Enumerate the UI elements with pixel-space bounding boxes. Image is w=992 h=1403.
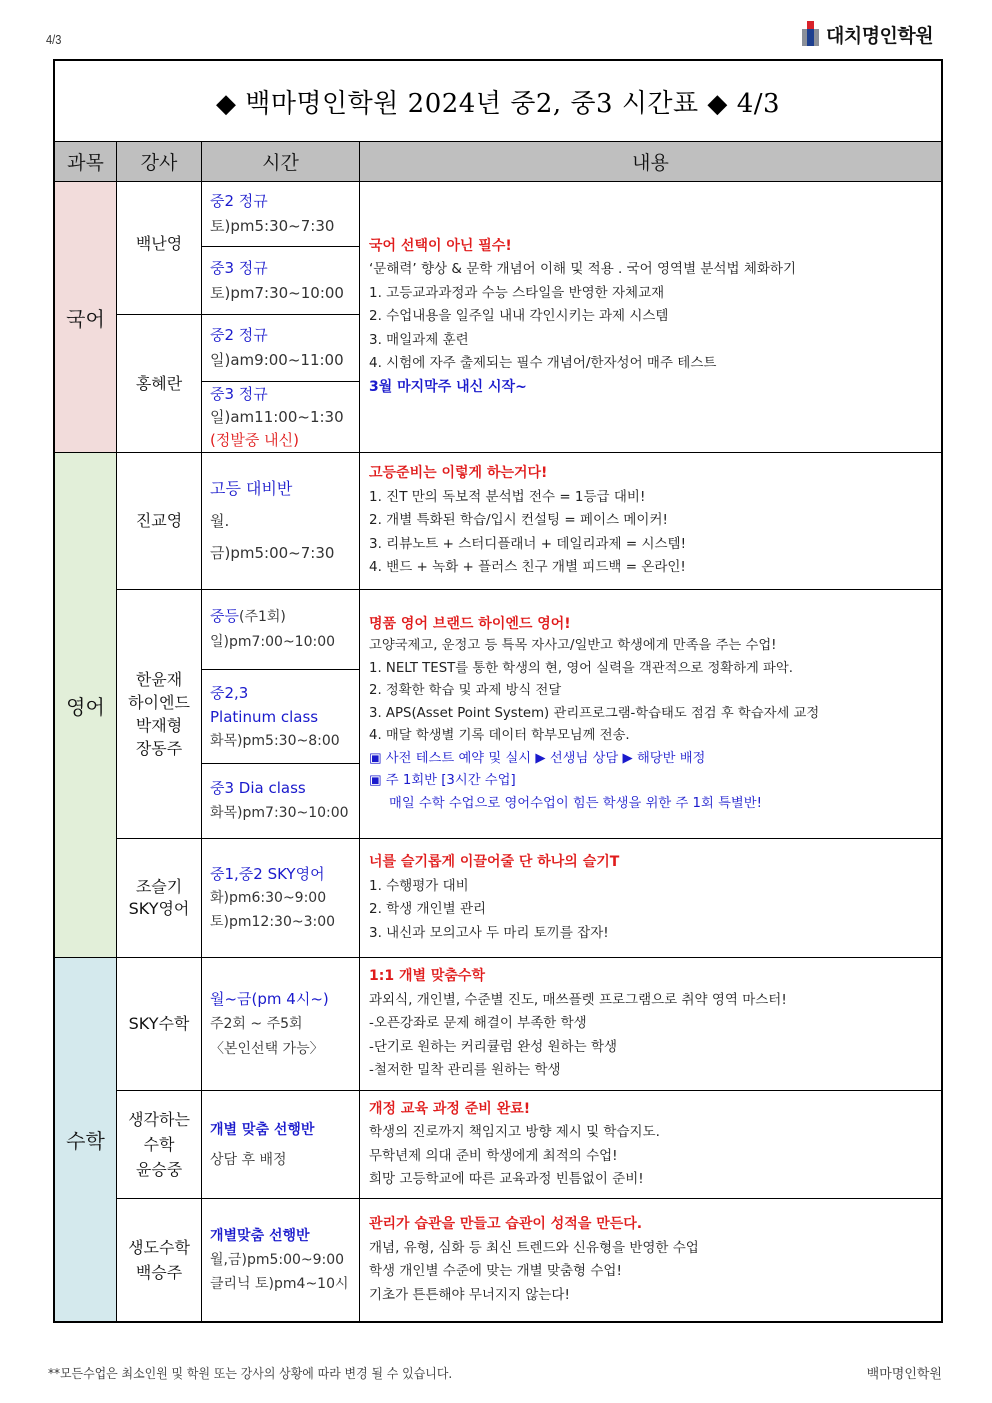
academy-logo bbox=[801, 21, 933, 48]
class-time: 일)am11:00~1:30 bbox=[210, 407, 344, 426]
class-name: 중3 정규 bbox=[210, 384, 268, 403]
content-line: 과외식, 개인별, 수준별 진도, 매쓰플렛 프로그램으로 취약 영역 마스터! bbox=[369, 991, 787, 1008]
time-slot bbox=[202, 382, 360, 453]
header-time: 시간 bbox=[202, 142, 360, 182]
class-time: 월,금)pm5:00~9:00 bbox=[210, 1252, 345, 1268]
class-time: 상담 후 배정 bbox=[210, 1151, 287, 1168]
page-title: ◆ 백마명인학원 2024년 중2, 중3 시간표 ◆ 4/3 bbox=[215, 88, 781, 119]
content-line: 4. 매달 학생별 기록 데이터 학부모님께 전송. bbox=[369, 728, 630, 744]
teacher-cell bbox=[117, 315, 202, 453]
teacher-cell bbox=[117, 1199, 202, 1321]
content-line: 고양국제고, 운정고 등 특목 자사고/일반고 학생에게 만족을 주는 수업! bbox=[369, 638, 777, 654]
class-name-2: Platinum class bbox=[210, 707, 319, 726]
teacher-cell bbox=[117, 453, 202, 590]
teacher-name: SKY영어 bbox=[128, 899, 190, 918]
time-slot bbox=[202, 1199, 360, 1321]
content-line: 2. 개별 특화된 학습/입시 컨설팅 = 페이스 메이커! bbox=[369, 512, 668, 529]
teacher-name: 한윤재 bbox=[135, 670, 183, 689]
content-line: 2. 정확한 학습 및 과제 방식 전달 bbox=[369, 683, 562, 699]
class-time: 〈본인선택 가능〉 bbox=[210, 1040, 324, 1057]
class-name: 중등 bbox=[210, 607, 239, 625]
content-line: 3. 리뷰노트 + 스터디플래너 + 데일리과제 = 시스템! bbox=[369, 535, 687, 552]
time-slot bbox=[202, 1091, 360, 1199]
class-name: 고등 대비반 bbox=[210, 479, 293, 498]
page-number: 4/3 bbox=[46, 32, 62, 47]
time-slot bbox=[202, 764, 360, 839]
content-footer: 3월 마지막주 내신 시작~ bbox=[369, 378, 527, 395]
class-name: 월~금(pm 4시~) bbox=[210, 989, 329, 1008]
timetable bbox=[53, 59, 943, 1323]
content-line: 4. 시험에 자주 출제되는 필수 개념어/한자성어 매주 테스트 bbox=[369, 355, 717, 372]
content-line: -오픈강좌로 문제 해결이 부족한 학생 bbox=[369, 1015, 587, 1032]
teacher-cell bbox=[117, 958, 202, 1091]
content-cell bbox=[360, 590, 941, 839]
content-headline: 개정 교육 과정 준비 완료! bbox=[369, 1100, 531, 1117]
teacher-name: SKY수학 bbox=[128, 1014, 190, 1033]
header-content: 내용 bbox=[360, 142, 941, 182]
time-slot bbox=[202, 958, 360, 1091]
time-slot bbox=[202, 670, 360, 764]
footer-academy-name: 백마명인학원 bbox=[866, 1367, 942, 1382]
content-weekly-class-desc: 매일 수학 수업으로 영어수업이 힘든 학생을 위한 주 1회 특별반! bbox=[389, 795, 762, 811]
time-slot bbox=[202, 315, 360, 382]
content-headline: 관리가 습관을 만들고 습관이 성적을 만든다. bbox=[369, 1216, 643, 1232]
class-suffix: (주1회) bbox=[238, 609, 286, 625]
content-line: 1. 진T 만의 독보적 분석법 전수 = 1등급 대비! bbox=[369, 488, 646, 505]
content-line: 4. 밴드 + 녹화 + 플러스 친구 개별 피드백 = 온라인! bbox=[369, 559, 686, 576]
teacher-name: 홍혜란 bbox=[135, 373, 183, 393]
content-headline: 1:1 개별 맞춤수학 bbox=[369, 968, 485, 985]
teacher-cell bbox=[117, 1091, 202, 1199]
content-cell bbox=[360, 453, 941, 590]
class-time: 화목)pm5:30~8:00 bbox=[210, 732, 340, 749]
content-line: 3. 내신과 모의고사 두 마리 토끼를 잡자! bbox=[369, 924, 609, 941]
logo-text: 대치명인학원 bbox=[826, 25, 934, 47]
time-slot bbox=[202, 453, 360, 590]
teacher-name: 진교영 bbox=[135, 511, 183, 530]
header-subject: 과목 bbox=[55, 142, 117, 182]
class-name: 중3 Dia class bbox=[210, 779, 306, 797]
content-line: 3. 매일과제 훈련 bbox=[369, 331, 469, 348]
content-line: 1. 고등교과과정과 수능 스타일을 반영한 자체교재 bbox=[369, 284, 665, 301]
teacher-name: 윤승중 bbox=[135, 1160, 183, 1179]
content-cell bbox=[360, 839, 941, 958]
subject-korean: 국어 bbox=[55, 182, 117, 453]
teacher-name: 하이엔드 bbox=[128, 693, 190, 712]
subject-english: 영어 bbox=[55, 453, 117, 958]
content-weekly-class-line: ▣ 주 1회반 [3시간 수업] bbox=[369, 773, 516, 789]
class-name: 중1,중2 SKY영어 bbox=[210, 865, 325, 883]
teacher-name: 백승주 bbox=[135, 1263, 183, 1282]
content-cell bbox=[360, 1091, 941, 1199]
content-headline: 명품 영어 브랜드 하이엔드 영어! bbox=[369, 615, 571, 632]
content-line: 무학년제 의대 준비 학생에게 최적의 수업! bbox=[369, 1147, 618, 1164]
class-name: 개별맞춤 선행반 bbox=[210, 1228, 310, 1244]
content-line: 2. 수업내용을 일주일 내내 각인시키는 과제 시스템 bbox=[369, 308, 669, 325]
content-headline: 너를 슬기롭게 이끌어줄 단 하나의 슬기T bbox=[369, 854, 620, 870]
class-time: 토)pm12:30~3:00 bbox=[210, 914, 336, 930]
class-name: 중2 정규 bbox=[210, 192, 268, 210]
time-slot bbox=[202, 590, 360, 670]
class-name: 중3 정규 bbox=[210, 258, 268, 277]
teacher-cell bbox=[117, 590, 202, 839]
content-line: -철저한 밀착 관리를 원하는 학생 bbox=[369, 1062, 561, 1079]
class-time: 일)am9:00~11:00 bbox=[210, 351, 344, 369]
class-time: 클리닉 토)pm4~10시 bbox=[210, 1276, 349, 1292]
header-teacher: 강사 bbox=[117, 142, 202, 182]
academy-logo-icon bbox=[801, 21, 821, 48]
content-line: 희망 고등학교에 따른 교육과정 빈틈없이 준비! bbox=[369, 1171, 644, 1187]
content-line: 1. 수행평가 대비 bbox=[369, 877, 469, 894]
content-cell bbox=[360, 958, 941, 1091]
content-headline: 국어 선택이 아닌 필수! bbox=[369, 237, 512, 254]
content-line: 개념, 유형, 심화 등 최신 트렌드와 신유형을 반영한 수업 bbox=[369, 1239, 699, 1256]
teacher-cell bbox=[117, 182, 202, 315]
teacher-cell bbox=[117, 839, 202, 958]
content-headline: 고등준비는 이렇게 하는거다! bbox=[369, 465, 548, 482]
class-time: 일)pm7:00~10:00 bbox=[210, 634, 336, 650]
content-process-line: ▣ 사전 테스트 예약 및 실시 ▶ 선생님 상담 ▶ 해당반 배정 bbox=[369, 750, 706, 766]
class-note: (정발중 내신) bbox=[210, 430, 299, 449]
time-slot bbox=[202, 247, 360, 315]
disclaimer-note: **모든수업은 최소인원 및 학원 또는 강사의 상황에 따라 변경 될 수 있습니다. bbox=[48, 1367, 453, 1382]
teacher-name: 생각하는 bbox=[128, 1110, 190, 1129]
class-time: 월.금)pm5:00~7:30 bbox=[210, 512, 335, 562]
class-name: 중2 정규 bbox=[210, 326, 268, 344]
class-time: 화목)pm7:30~10:00 bbox=[210, 805, 349, 821]
content-line: 2. 학생 개인별 관리 bbox=[369, 901, 487, 917]
content-line: 학생 개인별 수준에 맞는 개별 맞춤형 수업! bbox=[369, 1263, 622, 1279]
class-name-wrap bbox=[210, 604, 351, 630]
timetable-title-row bbox=[55, 61, 941, 142]
teacher-name: 생도수학 bbox=[128, 1238, 190, 1257]
class-time: 토)pm7:30~10:00 bbox=[210, 283, 344, 302]
teacher-name: 조슬기 bbox=[135, 877, 183, 896]
class-time: 토)pm5:30~7:30 bbox=[210, 217, 335, 235]
content-cell bbox=[360, 1199, 941, 1321]
content-line: -단기로 원하는 커리큘럼 완성 원하는 학생 bbox=[369, 1038, 618, 1055]
subject-math: 수학 bbox=[55, 958, 117, 1321]
content-line: 3. APS(Asset Point System) 관리프로그램-학습태도 점검 후 학습자세 교정 bbox=[369, 705, 820, 721]
class-time: 화)pm6:30~9:00 bbox=[210, 890, 327, 906]
class-time: 주2회 ~ 주5회 bbox=[210, 1015, 303, 1032]
content-line: ‘문해력’ 향상 & 문학 개념어 이해 및 적용 . 국어 영역별 분석법 체화하기 bbox=[369, 261, 797, 278]
time-slot bbox=[202, 182, 360, 247]
class-name: 중2,3 bbox=[210, 683, 249, 702]
class-name: 개별 맞춤 선행반 bbox=[210, 1121, 315, 1138]
content-line: 기초가 튼튼해야 무너지지 않는다! bbox=[369, 1286, 570, 1303]
teacher-name: 장동주 bbox=[135, 739, 183, 758]
content-line: 1. NELT TEST를 통한 학생의 현, 영어 실력을 객관적으로 정확하게 파악. bbox=[369, 660, 793, 676]
teacher-name: 수학 bbox=[143, 1135, 175, 1154]
content-cell bbox=[360, 182, 941, 453]
teacher-name: 백난영 bbox=[135, 234, 183, 253]
time-slot bbox=[202, 839, 360, 958]
content-line: 학생의 진로까지 책임지고 방향 제시 및 학습지도. bbox=[369, 1124, 660, 1140]
teacher-name: 박재형 bbox=[135, 716, 183, 735]
